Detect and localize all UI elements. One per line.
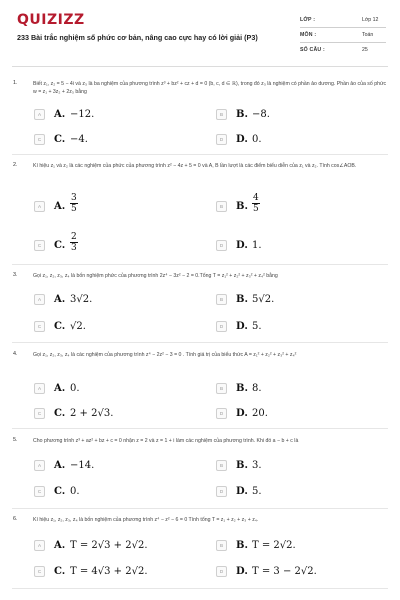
option-letter-box: C	[34, 240, 45, 251]
question-text: Gọi z₁, z₂, z₃, z₄ là các nghiệm của phương trình z⁴ − 2z² − 3 = 0 . Tính giá trị của biểu thức A = z₁² + z₂² + z₃² + z₄²	[33, 352, 297, 358]
option-value: −8.	[252, 109, 270, 120]
option-letter-box: D	[216, 408, 227, 419]
meta-key: LỚP :	[300, 17, 316, 23]
option-letter-box: D	[216, 486, 227, 497]
option-label: C.	[54, 134, 66, 145]
option-label: D.	[236, 486, 248, 497]
option-label: B.	[236, 201, 248, 212]
option-value: √2.	[70, 321, 86, 332]
header-divider	[12, 66, 388, 67]
option-letter-box: D	[216, 321, 227, 332]
option-label: A.	[54, 109, 66, 120]
option-letter-box: B	[216, 109, 227, 120]
question-number: 5.	[13, 437, 18, 443]
option-letter-box: C	[34, 321, 45, 332]
option-letter-box: B	[216, 460, 227, 471]
option-label: C.	[54, 566, 66, 577]
question-text: Kí hiệu z₁ và z₂ là các nghiệm của phức của phương trình z² − 4z + 5 = 0 và A, B lần lượt là các điểm biểu diễn của z₁ và z₂. Tính cos∠AOB.	[33, 163, 357, 169]
option-letter-box: D	[216, 240, 227, 251]
fraction	[70, 232, 78, 253]
question-divider	[12, 588, 388, 589]
option-label: A.	[54, 201, 66, 212]
option-label: C.	[54, 321, 66, 332]
denominator: 3	[71, 243, 77, 253]
option-label: A.	[54, 294, 66, 305]
option-label: A.	[54, 383, 66, 394]
numerator: 4	[253, 193, 259, 203]
option-label: B.	[236, 460, 248, 471]
option-letter-box: C	[34, 566, 45, 577]
option-label: D.	[236, 134, 248, 145]
option-value	[70, 193, 78, 214]
denominator: 5	[253, 204, 259, 214]
question-text: Gọi z₁, z₂, z₃, z₄ là bốn nghiệm phức của phương trình 2z⁴ − 3z² − 2 = 0.Tổng T = z₁² + z₂² + z₃² + z₄² bằng	[33, 273, 278, 279]
option-letter-box: C	[34, 408, 45, 419]
option-label: B.	[236, 540, 248, 551]
option-letter-box: D	[216, 134, 227, 145]
option-value: 0.	[252, 134, 262, 145]
option-value: 1.	[252, 240, 262, 251]
question-divider	[12, 154, 388, 155]
question-divider	[12, 428, 388, 429]
option-label: A.	[54, 540, 66, 551]
question-number: 6.	[13, 516, 18, 522]
option-value	[252, 193, 260, 214]
option-value: 5√2.	[252, 294, 275, 305]
option-value: 5.	[252, 321, 262, 332]
option-label: A.	[54, 460, 66, 471]
meta-value: Toán	[362, 32, 374, 38]
option-letter-box: B	[216, 540, 227, 551]
option-letter-box: A	[34, 383, 45, 394]
document-header	[0, 0, 400, 62]
question-number: 2.	[13, 162, 18, 168]
question-text: Kí hiệu z₁, z₂, z₃, z₄ là bốn nghiệm của phương trình z⁴ − z² − 6 = 0 Tính tổng T = z₁ + z₂ + z₃ + z₄.	[33, 517, 259, 523]
option-value: −14.	[70, 460, 95, 471]
quizizz-logo: QUIZIZZ	[17, 12, 85, 28]
option-letter-box: A	[34, 540, 45, 551]
option-label: D.	[236, 408, 248, 419]
question-number: 1.	[13, 80, 18, 86]
option-letter-box: C	[34, 486, 45, 497]
option-value	[70, 232, 78, 253]
option-value: 20.	[252, 408, 268, 419]
option-label: C.	[54, 408, 66, 419]
numerator: 2	[71, 232, 77, 242]
option-letter-box: A	[34, 460, 45, 471]
option-value: 0.	[70, 383, 80, 394]
fraction	[252, 193, 260, 214]
question-text: Cho phương trình z³ + az² + bz + c = 0 nhận z = 2 và z = 1 + i làm các nghiệm của phương trình. Khi đó a − b + c là	[33, 438, 299, 444]
option-value: T = 4√3 + 2√2.	[70, 566, 148, 577]
option-value: T = 2√2.	[252, 540, 296, 551]
option-value: 0.	[70, 486, 80, 497]
question-divider	[12, 264, 388, 265]
document-title: 233 Bài trắc nghiệm số phức cơ bản, nâng cao cực hay có lời giải (P3)	[17, 33, 258, 42]
option-letter-box: A	[34, 109, 45, 120]
option-letter-box: B	[216, 383, 227, 394]
question-divider	[12, 508, 388, 509]
option-value: T = 2√3 + 2√2.	[70, 540, 148, 551]
option-label: B.	[236, 294, 248, 305]
option-label: C.	[54, 240, 66, 251]
divider	[300, 27, 386, 28]
option-value: −4.	[70, 134, 88, 145]
option-value: T = 3 − 2√2.	[252, 566, 317, 577]
option-label: D.	[236, 321, 248, 332]
meta-key: SỐ CÂU :	[300, 47, 325, 53]
option-value: 3√2.	[70, 294, 93, 305]
numerator: 3	[71, 193, 77, 203]
option-label: D.	[236, 240, 248, 251]
option-value: 3.	[252, 460, 262, 471]
question-divider	[12, 342, 388, 343]
option-letter-box: C	[34, 134, 45, 145]
option-letter-box: A	[34, 294, 45, 305]
option-label: B.	[236, 109, 248, 120]
option-letter-box: A	[34, 201, 45, 212]
option-label: C.	[54, 486, 66, 497]
meta-value: Lớp 12	[362, 17, 379, 23]
denominator: 5	[71, 204, 77, 214]
divider	[300, 42, 386, 43]
meta-key: MÔN :	[300, 32, 317, 38]
option-letter-box: B	[216, 294, 227, 305]
fraction	[70, 193, 78, 214]
option-letter-box: D	[216, 566, 227, 577]
question-number: 3.	[13, 272, 18, 278]
question-number: 4.	[13, 351, 18, 357]
option-letter-box: B	[216, 201, 227, 212]
option-label: B.	[236, 383, 248, 394]
option-value: −12.	[70, 109, 95, 120]
option-value: 5.	[252, 486, 262, 497]
option-value: 2 + 2√3.	[70, 408, 114, 419]
question-text: Biết z₁, z₂ = 5 − 4i và z₃ là ba nghiệm của phương trình z³ + bz² + cz + d = 0 (b, c, d ∈ ℝ), trong đó z₃ là nghiệm có phần ảo dương. Phần ảo của số phức w = z₁ + 3z₂ + 2z₃ bằng	[33, 81, 387, 95]
option-value: 8.	[252, 383, 262, 394]
option-label: D.	[236, 566, 248, 577]
meta-value: 25	[362, 47, 368, 53]
